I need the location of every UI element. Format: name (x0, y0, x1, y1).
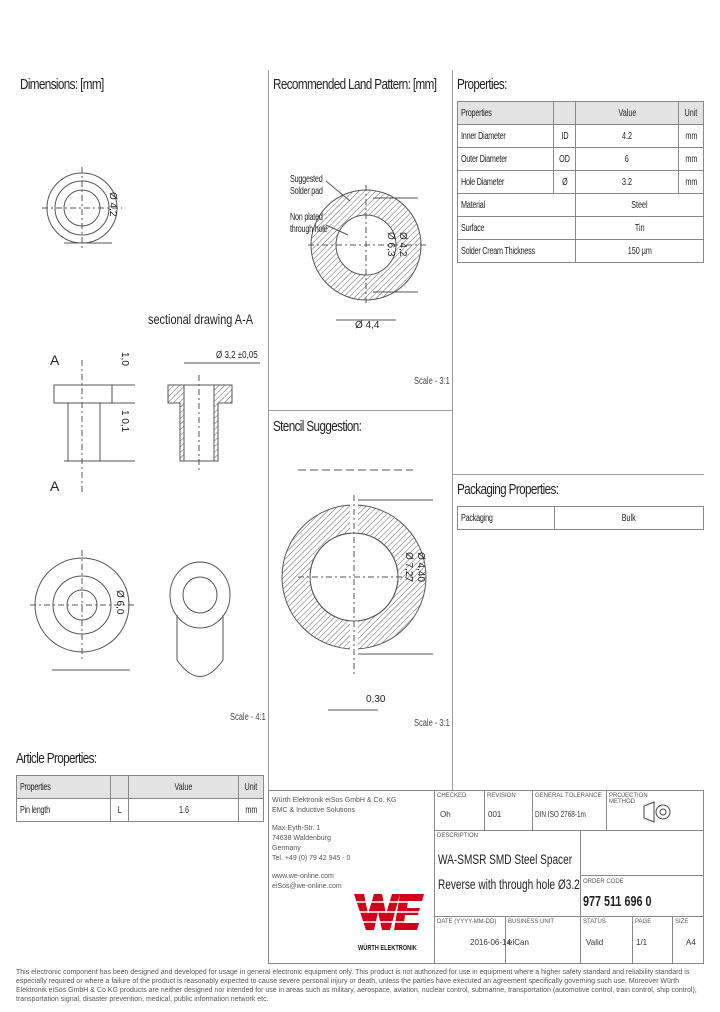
prop-symbol: OD (559, 153, 571, 165)
article-value: 1.6 (178, 804, 189, 816)
header-unit: Unit (684, 107, 698, 119)
prop-name: Hole Diameter (461, 176, 505, 188)
label-order-code: ORDER CODE (583, 879, 624, 885)
stencil-drawing (268, 440, 452, 740)
footer-disclaimer: This electronic component has been designed and developed for usage in general electronic equipment only. This product is not authorized for use in equipment where a higher safety standard and reliability standard is especially required or where a failure of the product is reasonably expected to cause severe personal injury or death, unless the parties have executed an agreement specifically governing such use. Moreover Würth Elektronik eiSos GmbH & Co KG products are neither designed nor intended for use in areas such as military, aerospace, aviation, nuclear control, submarine, transportation (automotive control, train control, ship control), transportation signal, disaster prevention, medical, public information network etc. (16, 969, 697, 1003)
prop-name: Material (461, 199, 485, 211)
stencil-dim-outer: Ø 7,27 (403, 552, 414, 583)
prop-name: Surface (461, 222, 485, 234)
value-page: 1/1 (636, 938, 648, 947)
packaging-value: Bulk (621, 512, 636, 524)
dimensions-drawing (0, 95, 268, 745)
land-dim-inner: Ø 4,2 (397, 232, 408, 257)
label-date: DATE (YYYY-MM-DD) (437, 919, 497, 925)
dim-hole-diameter: Ø 3,2 ±0,05 (216, 350, 258, 361)
value-status: Valid (586, 938, 604, 947)
table-row (458, 217, 704, 240)
divider-right (452, 70, 453, 790)
land-label-through-hole: through hole (290, 224, 328, 235)
properties-table (457, 101, 704, 263)
label-revision: REVISION (487, 793, 516, 799)
label-general-tolerance: GENERAL TOLERANCE (535, 793, 602, 799)
company-address: Würth Elektronik eiSos GmbH & Co. KG EMC & Inductive Solutions Max-Eyth-Str. 1 74638 Waldenburg Germany Tel. +49 (0) 79 42 945 - 0 www.we-online.com eiSos@we-online.com (272, 797, 397, 890)
table-header-row (17, 776, 264, 799)
table-header-row (458, 102, 704, 125)
value-general-tolerance: DIN ISO 2768-1m (535, 810, 586, 819)
prop-name: Inner Diameter (461, 130, 506, 142)
land-label-suggested: Suggested (290, 174, 323, 185)
dim-height-top: 1,0 (119, 352, 130, 366)
value-business-unit: eiCan (508, 938, 529, 947)
prop-value: 3.2 (622, 176, 633, 188)
divider-packaging (452, 474, 704, 475)
dim-inner-diameter: Ø 4,2 (107, 192, 118, 217)
header-value: Value (618, 107, 637, 119)
section-title-packaging: Packaging Properties: (457, 481, 559, 498)
logo-text: WÜRTH ELEKTRONIK (358, 945, 417, 952)
header-properties: Properties (20, 781, 51, 793)
section-title-article: Article Properties: (16, 750, 97, 767)
value-date: 2016-06-14 (470, 938, 511, 947)
prop-unit: mm (685, 130, 698, 142)
stencil-dim-inner: Ø 4,40 (415, 552, 426, 583)
stencil-scale: Scale - 3:1 (414, 718, 450, 729)
prop-unit: mm (685, 153, 698, 165)
land-label-solder-pad: Solder pad (290, 186, 323, 197)
section-mark-top: A (50, 352, 60, 368)
section-mark-bottom: A (50, 478, 60, 494)
prop-value: 4.2 (622, 130, 633, 142)
description-line-1: WA-SMSR SMD Steel Spacer (438, 851, 573, 867)
land-pattern-drawing (268, 95, 452, 405)
article-unit: mm (245, 804, 258, 816)
section-title-stencil: Stencil Suggestion: (273, 418, 362, 435)
section-title-dimensions: Dimensions: [mm] (20, 76, 104, 93)
section-title-land-pattern: Recommended Land Pattern: [mm] (273, 76, 437, 93)
dim-height-bottom: 1 0,1 (119, 410, 130, 433)
label-description: DESCRIPTION (437, 833, 479, 839)
prop-symbol: ID (561, 130, 569, 142)
prop-symbol: Ø (561, 176, 568, 188)
prop-value: Steel (631, 199, 648, 211)
prop-unit: mm (685, 176, 698, 188)
dim-outer-diameter: Ø 6,0 (114, 590, 125, 615)
prop-name: Solder Cream Thickness (461, 245, 535, 257)
prop-value: 6 (625, 153, 630, 165)
article-table (16, 775, 264, 822)
prop-value: Tin (634, 222, 645, 234)
label-projection: PROJECTION METHOD (609, 793, 648, 805)
stencil-dim-gap: 0,30 (366, 694, 386, 705)
table-row (458, 194, 704, 217)
article-name: Pin length (20, 804, 50, 816)
table-row (458, 171, 704, 194)
value-size: A4 (686, 938, 696, 947)
table-row (458, 125, 704, 148)
land-dim-outer: Ø 6,3 (385, 232, 396, 257)
sectional-drawing-label: sectional drawing A-A (148, 311, 254, 327)
description-line-2: Reverse with through hole Ø3.2 (438, 876, 580, 892)
land-dim-width: Ø 4,4 (355, 320, 380, 331)
packaging-label: Packaging (461, 512, 493, 524)
prop-name: Outer Diameter (461, 153, 508, 165)
dimensions-scale: Scale - 4:1 (230, 712, 266, 723)
order-code: 977 511 696 0 (583, 893, 652, 910)
label-checked: CHECKED (437, 793, 467, 799)
prop-value: 150 µm (627, 245, 652, 257)
label-status: STATUS (583, 919, 606, 925)
label-business-unit: BUSINESS UNIT (508, 919, 555, 925)
table-row (458, 507, 704, 530)
projection-symbol-icon (642, 800, 672, 824)
header-value: Value (174, 781, 193, 793)
divider-land-stencil (268, 410, 452, 411)
label-size: SIZE (675, 919, 689, 925)
value-checked: Oh (440, 810, 451, 819)
article-symbol: L (117, 804, 122, 816)
header-properties: Properties (461, 107, 492, 119)
section-title-properties: Properties: (457, 76, 507, 93)
packaging-table (457, 506, 704, 530)
header-unit: Unit (244, 781, 258, 793)
table-row (17, 799, 264, 822)
table-row (458, 240, 704, 263)
land-label-non-plated: Non plated (290, 212, 323, 223)
land-pattern-scale: Scale - 3:1 (414, 376, 450, 387)
label-page: PAGE (635, 919, 652, 925)
table-row (458, 148, 704, 171)
value-revision: 001 (488, 810, 502, 819)
we-logo (348, 890, 432, 938)
